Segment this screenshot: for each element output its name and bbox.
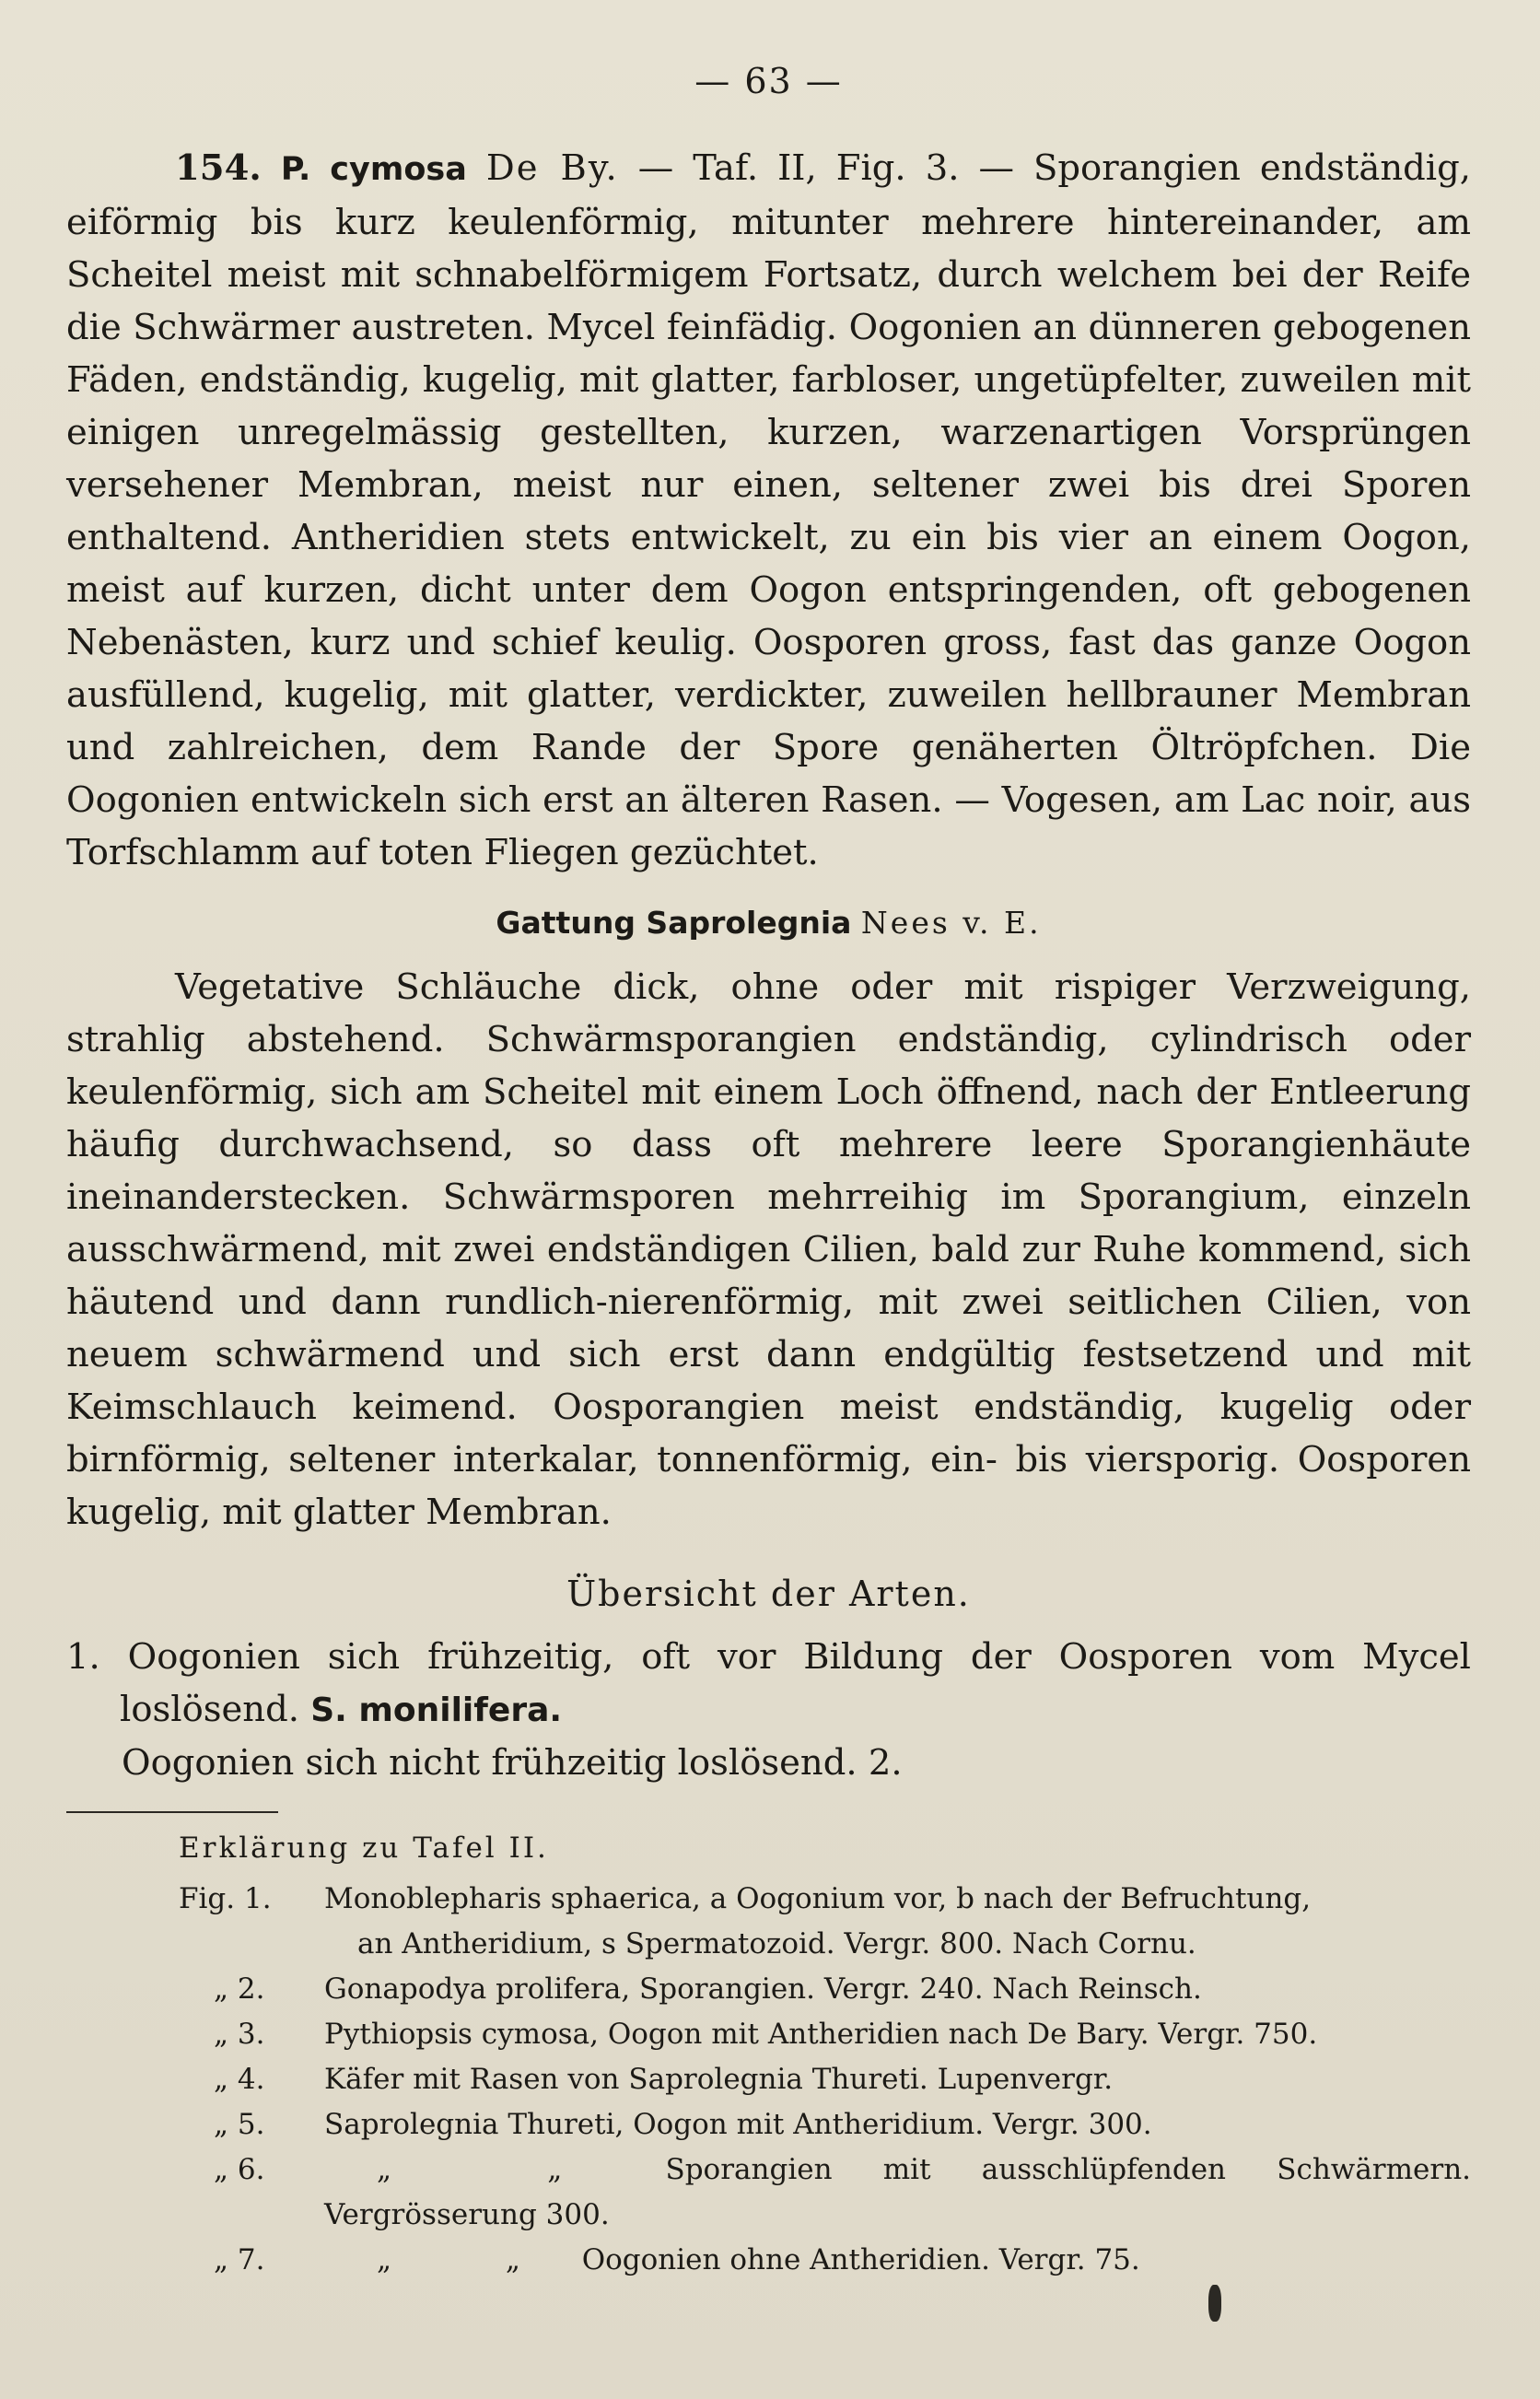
legend-row-fig3: [179, 2012, 1471, 2057]
legend-row-fig6: [179, 2147, 1471, 2238]
species-name: P. cymosa: [280, 151, 467, 188]
fig1-continuation: an Antheridium, s Spermatozoid. Vergr. 800. Nach Cornu.: [357, 1927, 1196, 1960]
fig4-label: „ 4.: [214, 2063, 265, 2096]
fig2-label: „ 2.: [214, 1972, 265, 2006]
fig7-content: [324, 2238, 1471, 2283]
fig7-ditto-2: „: [505, 2243, 520, 2276]
fig6-label: „ 6.: [214, 2153, 265, 2186]
footnote-rule: [66, 1811, 278, 1813]
fig6-ditto-2: „: [547, 2153, 563, 2186]
legend-row-fig4: [179, 2057, 1471, 2102]
fig1-label: Fig. 1.: [179, 1882, 272, 1915]
fig2-text: Gonapodya prolifera, Sporangien. Vergr. 240. Nach Reinsch.: [324, 1972, 1202, 2006]
key-item-1: [66, 1631, 1471, 1737]
fig5-label: „ 5.: [214, 2108, 265, 2141]
fig4-text: Käfer mit Rasen von Saprolegnia Thureti. Lupenvergr.: [324, 2063, 1114, 2096]
genus-name: Gattung Saprolegnia: [496, 905, 852, 941]
key-title: Übersicht der Arten.: [566, 1574, 971, 1614]
species-description: — Taf. II, Fig. 3. — Sporangien endständig, eiförmig bis kurz keulenförmig, mitunter mehrere hintereinander, am Scheitel meist mit schnabelförmigem Fortsatz, durch welchem bei der Reife die Schwärmer austreten. Mycel feinfädig. Oogonien an dünneren gebogenen Fäden, endständig, kugelig, mit glatter, farbloser, ungetüpfelter, zuweilen mit einigen unregelmässig gestellten, kurzen, warzenartigen Vorsprüngen versehener Membran, meist nur einen, seltener zwei bis drei Sporen enthaltend. Antheridien stets entwickelt, zu ein bis vier an einem Oogon, meist auf kurzen, dicht unter dem Oogon entspringenden, oft gebogenen Nebenästen, kurz und schief keulig. Oosporen gross, fast das ganze Oogon ausfüllend, kugelig, mit glatter, verdickter, zuweilen hellbrauner Membran und zahlreichen, dem Rande der Spore genäherten Öltröpfchen. Die Oogonien entwickeln sich erst an älteren Rasen. — Vogesen, am Lac noir, aus Torfschlamm auf toten Fliegen gezüchtet.: [66, 147, 1471, 873]
key-item-1-number: 1.: [66, 1636, 100, 1678]
species-entry: [66, 142, 1471, 879]
fig6-text: Sporangien mit ausschlüpfenden Schwärmern. Vergrösserung 300.: [324, 2153, 1472, 2231]
legend-row-fig5: [179, 2102, 1471, 2147]
legend-title: Erklärung zu Tafel II.: [179, 1831, 549, 1865]
fig7-label: „ 7.: [214, 2243, 265, 2276]
fig3-text: Pythiopsis cymosa, Oogon mit Antheridien nach De Bary. Vergr. 750.: [324, 2018, 1318, 2051]
fig1-text: Monoblepharis sphaerica, a Oogonium vor, b nach der Befruchtung,: [324, 1882, 1312, 1915]
entry-number: 154.: [175, 147, 262, 189]
fig7-text: Oogonien ohne Antheridien. Vergr. 75.: [581, 2243, 1140, 2276]
fig6-content: [324, 2147, 1471, 2238]
species-author: De By.: [485, 147, 619, 189]
genus-description: Vegetative Schläuche dick, ohne oder mit rispiger Verzweigung, strahlig abstehend. Schwärmsporangien endständig, cylindrisch oder keulenförmig, sich am Scheitel mit einem Loch öffnend, nach der Entleerung häufig durchwachsend, so dass oft mehrere leere Sporangienhäute ineinanderstecken. Schwärmsporen mehrreihig im Sporangium, einzeln ausschwärmend, mit zwei endständigen Cilien, bald zur Ruhe kommend, sich häutend und dann rundlich-nierenförmig, mit zwei seitlichen Cilien, von neuem schwärmend und sich erst dann endgültig festsetzend und mit Keimschlauch keimend. Oosporangien meist endständig, kugelig oder birnförmig, seltener interkalar, tonnenförmig, ein- bis viersporig. Oosporen kugelig, mit glatter Membran.: [66, 966, 1471, 1533]
fig7-ditto-1: „: [376, 2243, 392, 2276]
legend-row-fig2: [179, 1967, 1471, 2012]
key-item-1-species: S. monilifera.: [310, 1691, 563, 1729]
genus-heading: [66, 905, 1471, 941]
legend-row-fig1: [179, 1877, 1471, 1922]
fig6-ditto-1: „: [376, 2153, 392, 2186]
plate-legend: [179, 1826, 1471, 2283]
page-number: — 63 —: [694, 61, 843, 101]
fig5-text: Saprolegnia Thureti, Oogon mit Antheridium. Vergr. 300.: [324, 2108, 1152, 2141]
genus-author: Nees v. E.: [860, 905, 1042, 941]
ink-blot: [1208, 2285, 1221, 2322]
legend-row-fig7: [179, 2238, 1471, 2283]
legend-row-fig1-cont: [179, 1922, 1471, 1967]
key-item-1-alt: Oogonien sich nicht frühzeitig loslösend. 2.: [122, 1742, 903, 1784]
key-item-1-text: Oogonien sich frühzeitig, oft vor Bildung der Oosporen vom Mycel loslösend.: [120, 1636, 1471, 1730]
fig3-label: „ 3.: [214, 2018, 265, 2051]
